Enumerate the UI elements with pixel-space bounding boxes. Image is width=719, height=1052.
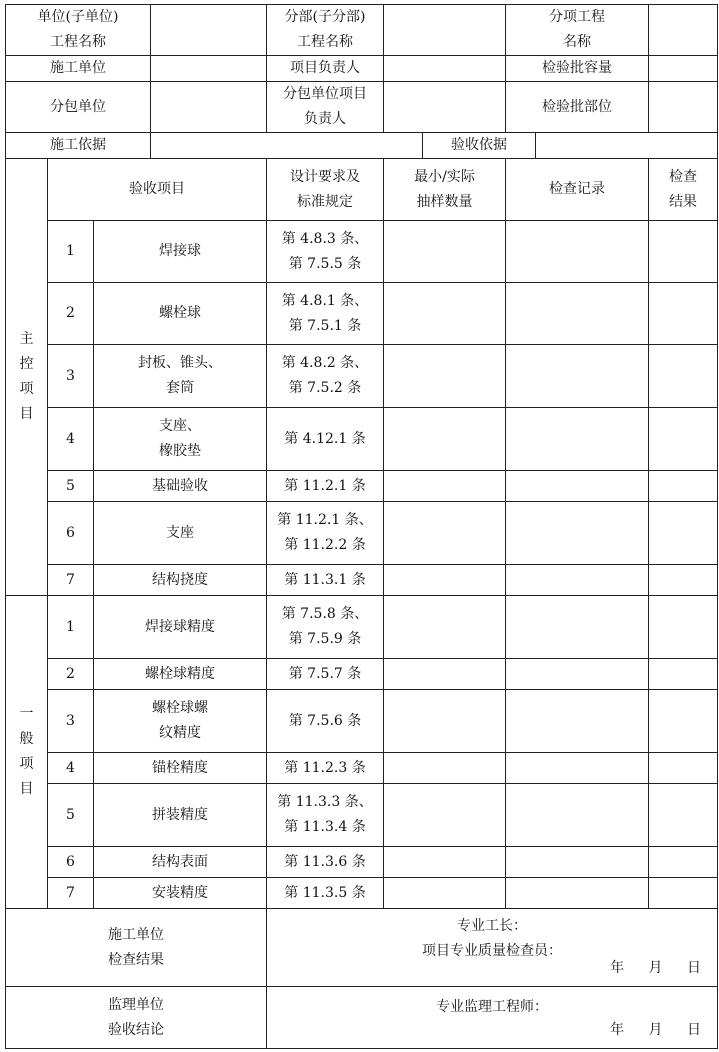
item-number: 7 <box>48 878 94 909</box>
item-spec-clause: 第 11.3.5 条 <box>267 878 384 909</box>
item-spec-clause: 第 11.2.1 条、 第 11.2.2 条 <box>267 502 384 565</box>
item-spec-clause: 第 7.5.7 条 <box>267 659 384 690</box>
item-number: 5 <box>48 471 94 502</box>
inspection-result-cell[interactable] <box>649 471 718 502</box>
item-spec-clause: 第 7.5.6 条 <box>267 690 384 753</box>
col-header-record: 检查记录 <box>506 159 649 221</box>
table-row <box>6 784 718 847</box>
batch-location-value[interactable] <box>649 82 718 133</box>
item-spec-clause: 第 11.3.3 条、 第 11.3.4 条 <box>267 784 384 847</box>
inspection-result-cell[interactable] <box>649 345 718 408</box>
general-items-group-label: 一 般 项 目 <box>6 596 48 909</box>
division-name-value[interactable] <box>384 5 506 56</box>
inspection-record-cell[interactable] <box>506 784 649 847</box>
item-spec-clause: 第 11.3.1 条 <box>267 565 384 596</box>
inspection-result-cell[interactable] <box>649 283 718 345</box>
item-number: 7 <box>48 565 94 596</box>
item-name: 封板、锥头、 套筒 <box>94 345 267 408</box>
inspection-result-cell[interactable] <box>649 502 718 565</box>
item-number: 4 <box>48 753 94 784</box>
inspection-result-cell[interactable] <box>649 847 718 878</box>
subitem-name-value[interactable] <box>649 5 718 56</box>
table-row <box>6 283 718 345</box>
batch-location-label: 检验批部位 <box>506 82 649 133</box>
item-name: 支座、 橡胶垫 <box>94 408 267 471</box>
item-number: 1 <box>48 221 94 283</box>
col-header-design: 设计要求及 标准规定 <box>267 159 384 221</box>
construction-basis-label: 施工依据 <box>6 133 151 159</box>
item-name: 基础验收 <box>94 471 267 502</box>
item-number: 4 <box>48 408 94 471</box>
supervisor-date: 年 月 日 <box>610 1022 701 1038</box>
sample-quantity-cell[interactable] <box>384 784 506 847</box>
inspection-record-cell[interactable] <box>506 690 649 753</box>
inspection-record-cell[interactable] <box>506 471 649 502</box>
item-name: 焊接球 <box>94 221 267 283</box>
table-row <box>6 690 718 753</box>
sample-quantity-cell[interactable] <box>384 878 506 909</box>
item-name: 锚栓精度 <box>94 753 267 784</box>
division-name-label: 分部(子分部) 工程名称 <box>267 5 384 56</box>
table-row <box>6 565 718 596</box>
inspection-result-cell[interactable] <box>649 784 718 847</box>
quality-inspector-signature-label: 项目专业质量检查员： <box>422 942 562 959</box>
subcontractor-value[interactable] <box>151 82 267 133</box>
contractor-label: 施工单位 <box>6 56 151 82</box>
item-number: 2 <box>48 659 94 690</box>
item-spec-clause: 第 4.12.1 条 <box>267 408 384 471</box>
col-header-result: 检查 结果 <box>649 159 718 221</box>
inspection-result-cell[interactable] <box>649 878 718 909</box>
inspection-record-cell[interactable] <box>506 408 649 471</box>
sample-quantity-cell[interactable] <box>384 690 506 753</box>
inspection-result-cell[interactable] <box>649 690 718 753</box>
unit-name-label: 单位(子单位) 工程名称 <box>6 5 151 56</box>
foreman-signature-label: 专业工长： <box>457 917 527 934</box>
item-spec-clause: 第 7.5.8 条、 第 7.5.9 条 <box>267 596 384 659</box>
supervisor-conclusion-label: 监理单位 验收结论 <box>6 987 267 1049</box>
sample-quantity-cell[interactable] <box>384 596 506 659</box>
supervising-engineer-signature-label: 专业监理工程师： <box>436 999 548 1015</box>
item-number: 3 <box>48 690 94 753</box>
construction-basis-value[interactable] <box>151 133 423 159</box>
col-header-item: 验收项目 <box>48 159 267 221</box>
item-name: 拼装精度 <box>94 784 267 847</box>
item-number: 5 <box>48 784 94 847</box>
table-row <box>6 753 718 784</box>
table-row <box>6 878 718 909</box>
item-name: 螺栓球 <box>94 283 267 345</box>
item-name: 螺栓球精度 <box>94 659 267 690</box>
item-number: 6 <box>48 847 94 878</box>
inspection-record-cell[interactable] <box>506 345 649 408</box>
item-name: 支座 <box>94 502 267 565</box>
sub-project-manager-value[interactable] <box>384 82 506 133</box>
contractor-date: 年 月 日 <box>610 960 701 976</box>
item-spec-clause: 第 4.8.1 条、 第 7.5.1 条 <box>267 283 384 345</box>
inspection-result-cell[interactable] <box>649 753 718 784</box>
table-row <box>6 847 718 878</box>
contractor-check-label: 施工单位 检查结果 <box>6 909 267 987</box>
supervisor-signature-block[interactable] <box>267 987 718 1049</box>
sample-quantity-cell[interactable] <box>384 221 506 283</box>
inspection-record-cell[interactable] <box>506 283 649 345</box>
table-row <box>6 221 718 283</box>
sample-quantity-cell[interactable] <box>384 283 506 345</box>
item-name: 安装精度 <box>94 878 267 909</box>
item-number: 1 <box>48 596 94 659</box>
unit-name-value[interactable] <box>151 5 267 56</box>
project-manager-label: 项目负责人 <box>267 56 384 82</box>
inspection-record-cell[interactable] <box>506 565 649 596</box>
sample-quantity-cell[interactable] <box>384 502 506 565</box>
sample-quantity-cell[interactable] <box>384 565 506 596</box>
inspection-result-cell[interactable] <box>649 221 718 283</box>
item-number: 3 <box>48 345 94 408</box>
inspection-record-cell[interactable] <box>506 596 649 659</box>
inspection-result-cell[interactable] <box>649 565 718 596</box>
sample-quantity-cell[interactable] <box>384 345 506 408</box>
sample-quantity-cell[interactable] <box>384 471 506 502</box>
sample-quantity-cell[interactable] <box>384 847 506 878</box>
item-name: 结构挠度 <box>94 565 267 596</box>
table-row <box>6 471 718 502</box>
subcontractor-label: 分包单位 <box>6 82 151 133</box>
inspection-record-cell[interactable] <box>506 502 649 565</box>
inspection-result-cell[interactable] <box>649 659 718 690</box>
item-name: 结构表面 <box>94 847 267 878</box>
inspection-record-cell[interactable] <box>506 659 649 690</box>
sample-quantity-cell[interactable] <box>384 408 506 471</box>
item-name: 焊接球精度 <box>94 596 267 659</box>
table-row <box>6 345 718 408</box>
contractor-signature-block[interactable] <box>267 909 718 987</box>
table-row <box>6 659 718 690</box>
contractor-value[interactable] <box>151 56 267 82</box>
inspection-record-cell[interactable] <box>506 753 649 784</box>
sample-quantity-cell[interactable] <box>384 753 506 784</box>
inspection-result-cell[interactable] <box>649 408 718 471</box>
table-row <box>6 596 718 659</box>
item-spec-clause: 第 11.3.6 条 <box>267 847 384 878</box>
item-number: 2 <box>48 283 94 345</box>
inspection-record-cell[interactable] <box>506 847 649 878</box>
main-items-group-label: 主 控 项 目 <box>6 159 48 596</box>
batch-capacity-value[interactable] <box>649 56 718 82</box>
item-spec-clause: 第 11.2.1 条 <box>267 471 384 502</box>
inspection-result-cell[interactable] <box>649 596 718 659</box>
inspection-record-cell[interactable] <box>506 878 649 909</box>
inspection-table <box>5 4 718 1049</box>
sub-project-manager-label: 分包单位项目 负责人 <box>267 82 384 133</box>
table-row <box>6 502 718 565</box>
subitem-name-label: 分项工程 名称 <box>506 5 649 56</box>
item-spec-clause: 第 4.8.3 条、 第 7.5.5 条 <box>267 221 384 283</box>
inspection-record-cell[interactable] <box>506 221 649 283</box>
table-row <box>6 408 718 471</box>
col-header-sample: 最小/实际 抽样数量 <box>384 159 506 221</box>
project-manager-value[interactable] <box>384 56 506 82</box>
acceptance-basis-value[interactable] <box>536 133 718 159</box>
item-spec-clause: 第 11.2.3 条 <box>267 753 384 784</box>
item-name: 螺栓球螺 纹精度 <box>94 690 267 753</box>
item-number: 6 <box>48 502 94 565</box>
acceptance-basis-label: 验收依据 <box>423 133 536 159</box>
item-spec-clause: 第 4.8.2 条、 第 7.5.2 条 <box>267 345 384 408</box>
batch-capacity-label: 检验批容量 <box>506 56 649 82</box>
sample-quantity-cell[interactable] <box>384 659 506 690</box>
